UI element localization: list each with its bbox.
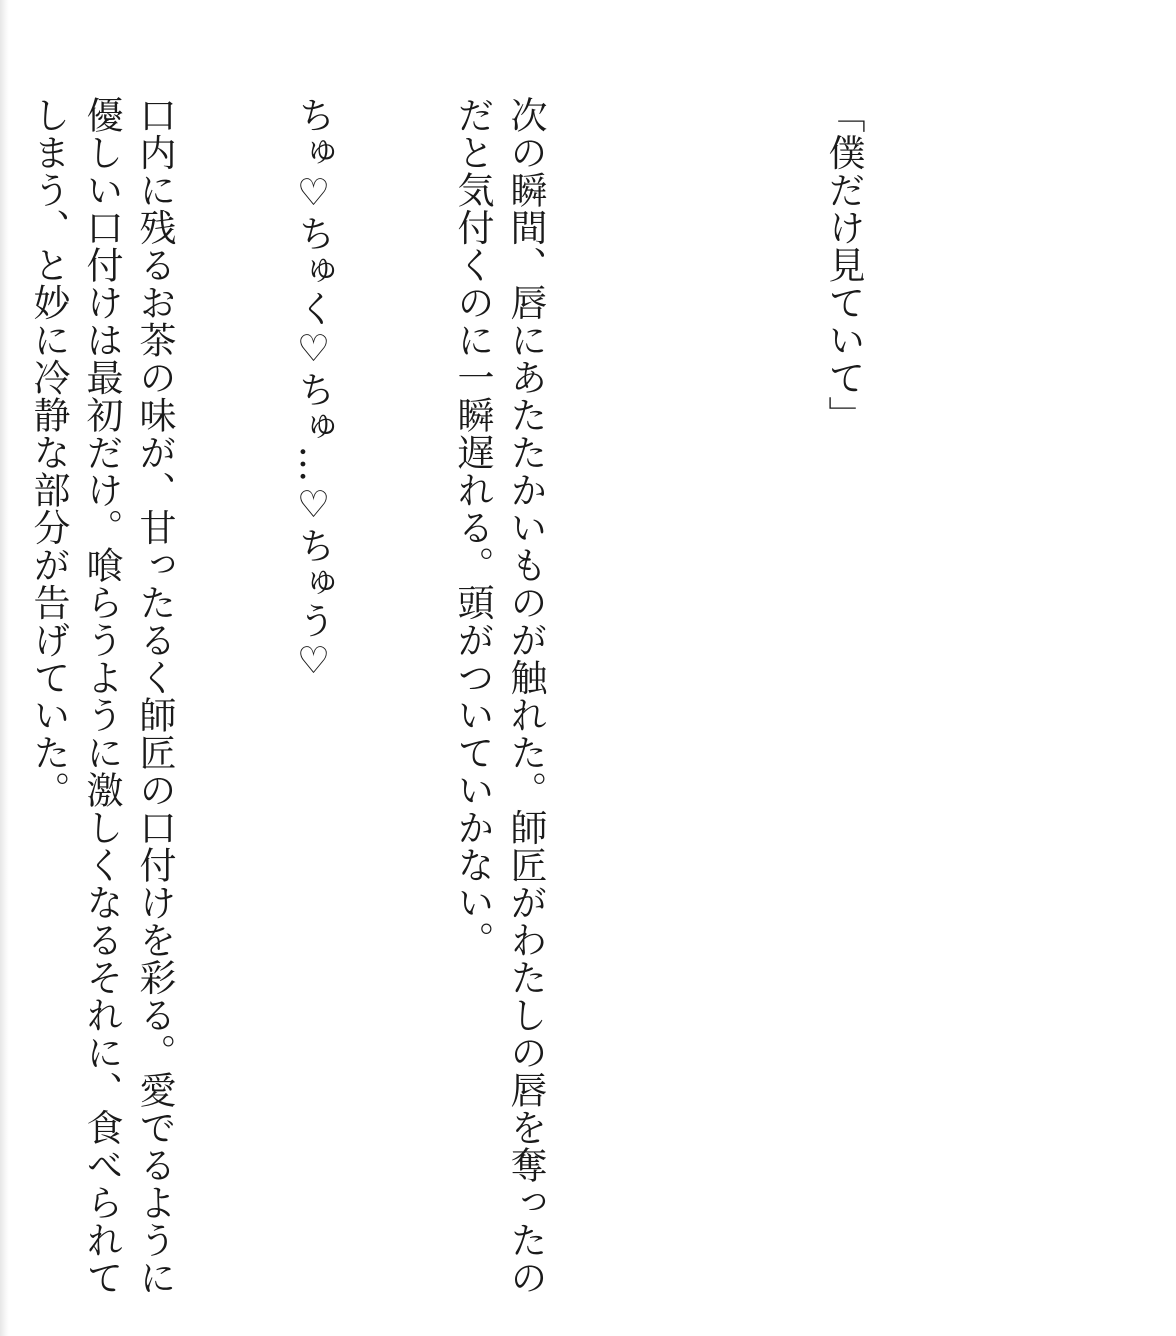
narration-paragraph: 次の瞬間、唇にあたたかいものが触れた。師匠がわたしの唇を奪ったのだと気付くのに一瞬遅れる。頭がついていかない。 xyxy=(451,96,547,1296)
dialogue-line: 「僕だけ見ていて」 xyxy=(822,96,865,434)
blank-line xyxy=(658,96,711,1320)
vertical-text-body xyxy=(0,96,976,1320)
narration-paragraph: 口内に残るお茶の味が、甘ったるく師匠の口付けを彩る。愛でるように優しい口付けは最初だけ。喰らうように激しくなるそれに、食べられてしまう、と妙に冷静な部分が告げていた。 xyxy=(27,96,176,1296)
sound-effect-line: ちゅ♡ちゅく♡ちゅ…♡ちゅう♡ xyxy=(292,96,335,683)
